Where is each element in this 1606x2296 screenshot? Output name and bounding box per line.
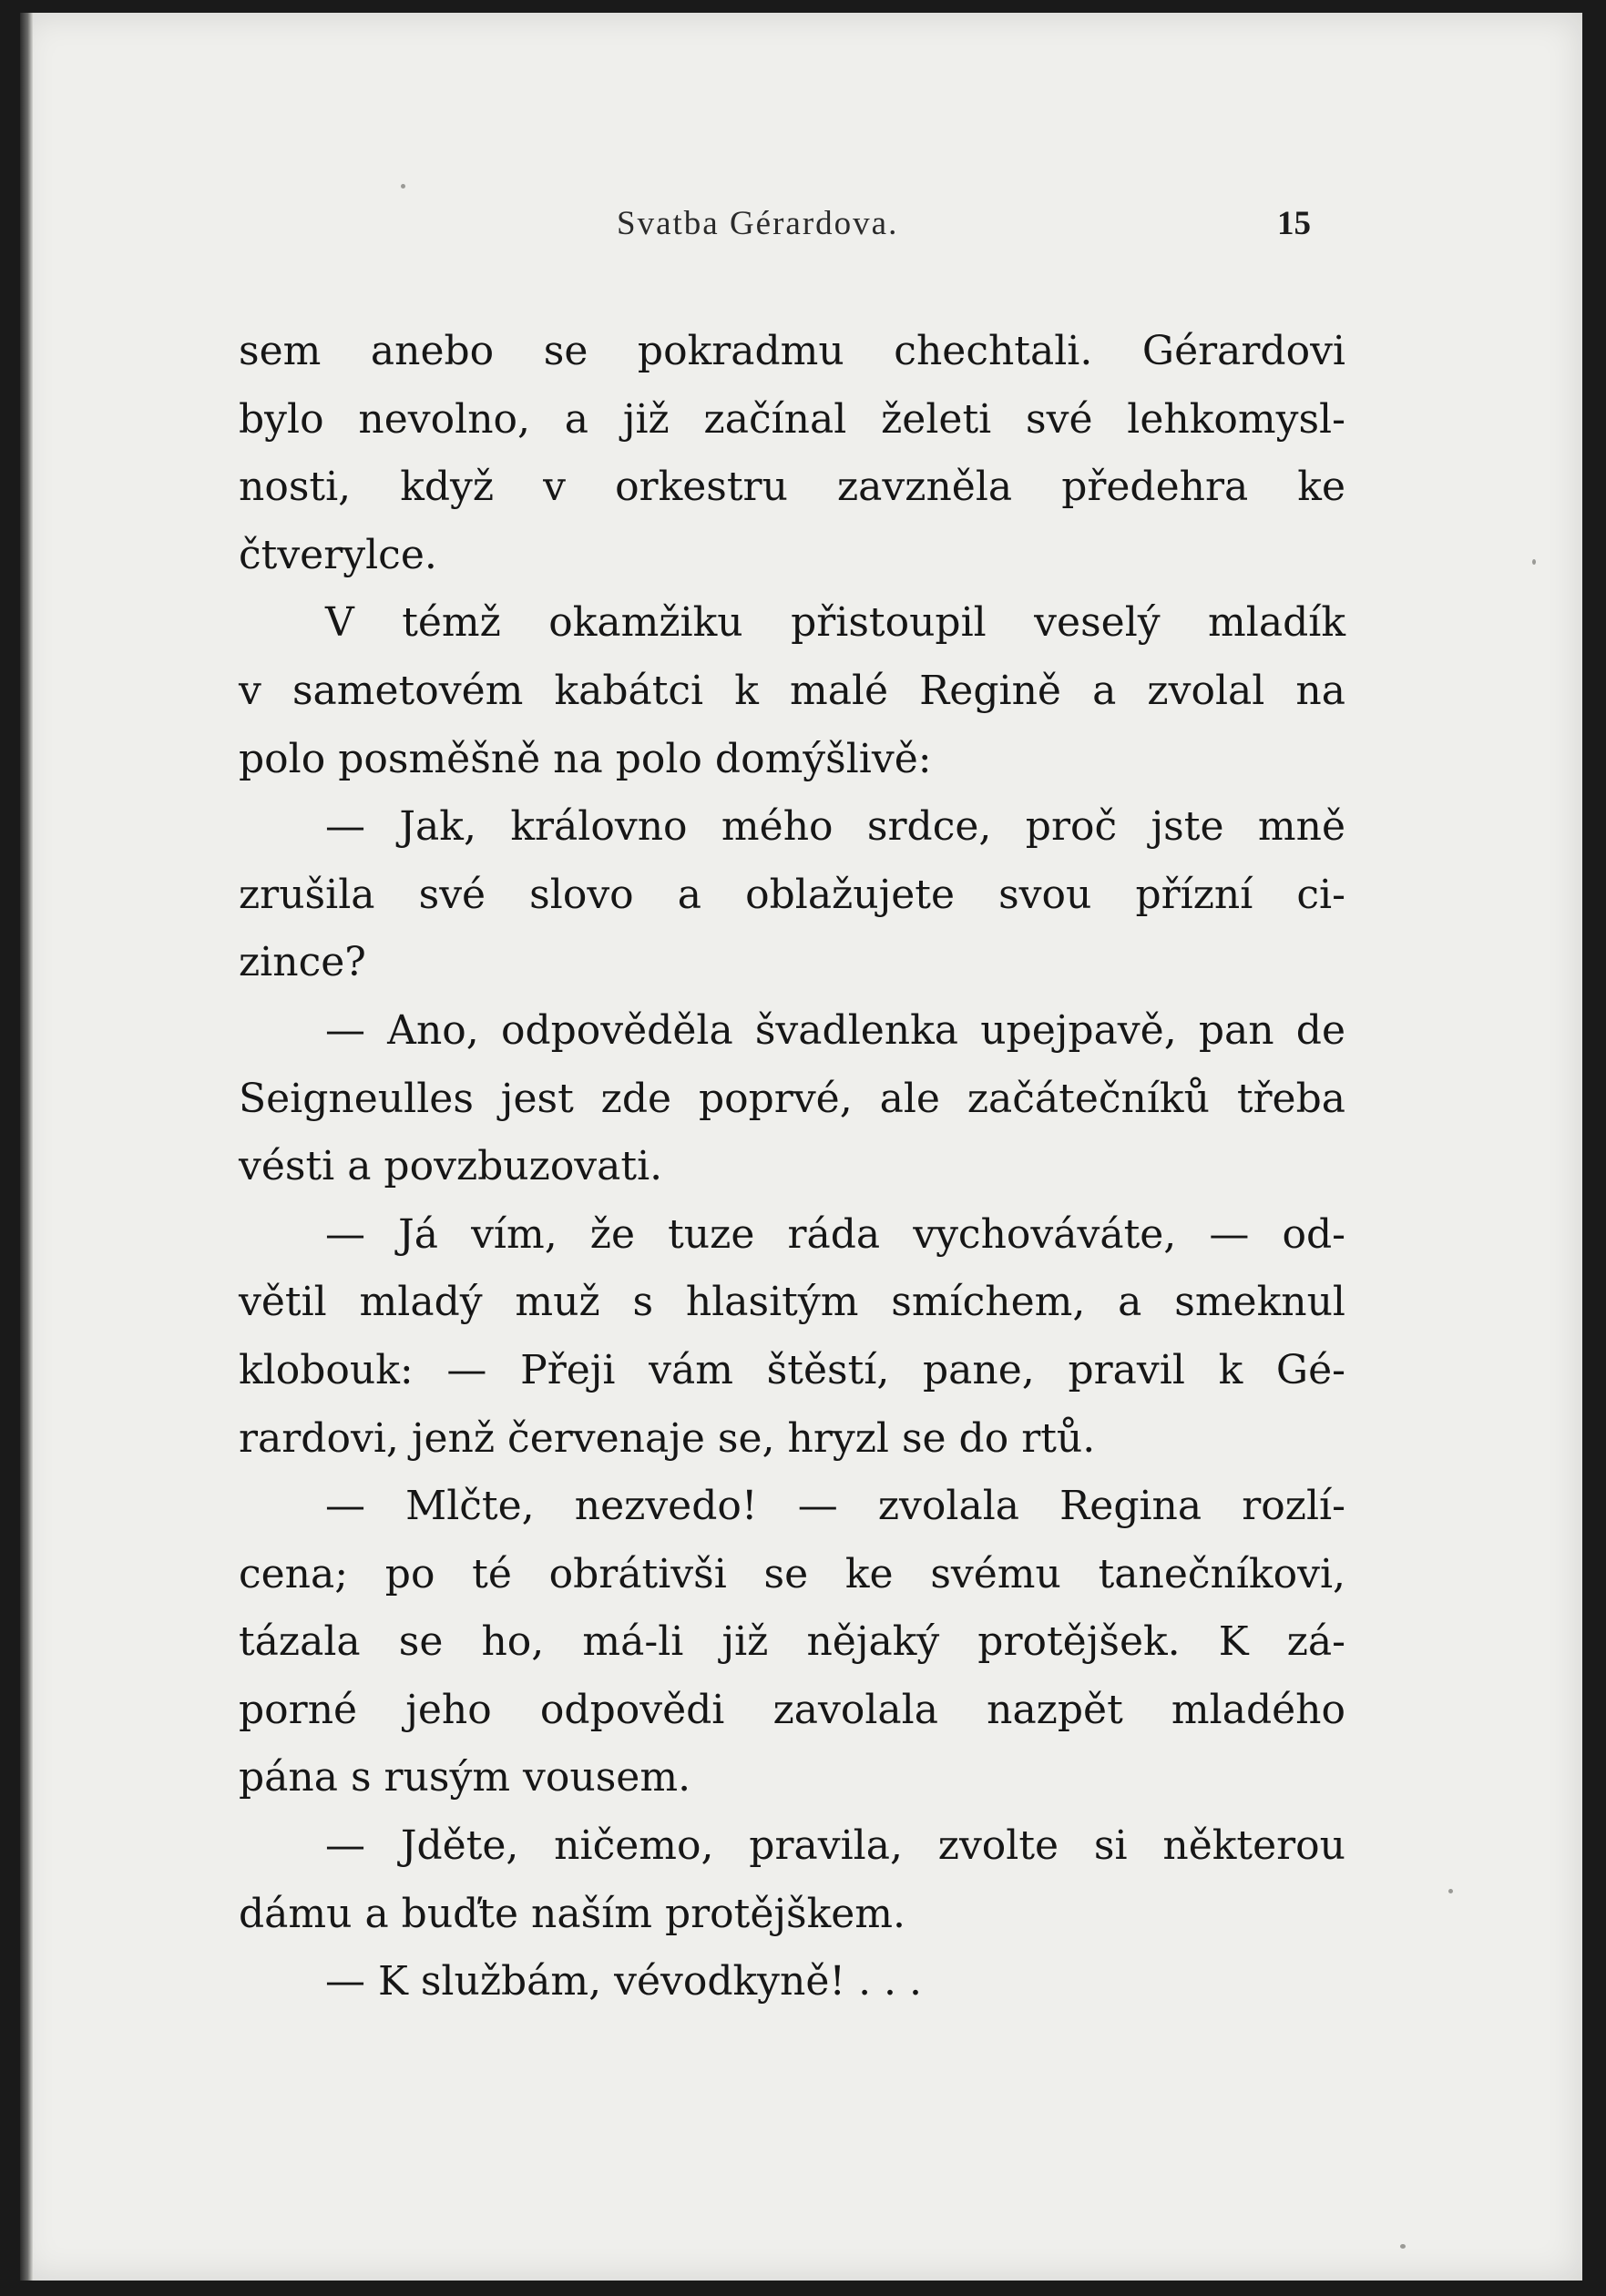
text-line: pána s rusým vousem. bbox=[239, 1754, 691, 1801]
text-line: — Ano, odpověděla švadlenka upejpavě, pan de bbox=[325, 1006, 1345, 1054]
text-line: tázala se ho, má-li již nějaký protějšek. K zá- bbox=[239, 1618, 1345, 1666]
text-line: zrušila své slovo a oblažujete svou přízní ci- bbox=[239, 871, 1345, 918]
text-line: rardovi, jenž červenaje se, hryzl se do rtů. bbox=[239, 1414, 1096, 1462]
text-line: v sametovém kabátci k malé Regině a zvolal na bbox=[239, 667, 1345, 714]
text-line: — K službám, vévodkyně! . . . bbox=[325, 1958, 923, 2005]
text-line: polo posměšně na polo domýšlivě: bbox=[239, 735, 932, 782]
text-line: nosti, když v orkestru zavzněla předehra ke bbox=[239, 464, 1345, 511]
text-line: — Jak, královno mého srdce, proč jste mně bbox=[325, 803, 1345, 851]
text-line: — Já vím, že tuze ráda vychováváte, — od- bbox=[325, 1210, 1345, 1258]
text-line: cena; po té obrátivši se ke svému tanečníkovi, bbox=[239, 1550, 1345, 1597]
text-line: — Jděte, ničemo, pravila, zvolte si některou bbox=[325, 1822, 1345, 1870]
text-line: sem anebo se pokradmu chechtali. Gérardovi bbox=[239, 328, 1345, 374]
paper-speck bbox=[1448, 1889, 1453, 1893]
text-line: dámu a buďte naším protějškem. bbox=[239, 1890, 906, 1937]
text-line: zince? bbox=[239, 939, 366, 986]
paper-speck bbox=[1532, 559, 1536, 565]
book-page bbox=[20, 13, 1582, 2281]
page-binding-edge bbox=[20, 13, 33, 2281]
text-line: větil mladý muž s hlasitým smíchem, a smeknul bbox=[239, 1279, 1345, 1326]
text-line: bylo nevolno, a již začínal želeti své lehkomysl- bbox=[239, 395, 1345, 443]
text-line: klobouk: — Přeji vám štěstí, pane, pravil k Gé- bbox=[239, 1346, 1345, 1393]
text-line: vésti a povzbuzovati. bbox=[239, 1143, 663, 1190]
running-head bbox=[20, 204, 1582, 250]
text-line: Seigneulles jest zde poprvé, ale začátečníků třeba bbox=[239, 1075, 1345, 1122]
body-text bbox=[239, 318, 1345, 2016]
page-number: 15 bbox=[1277, 205, 1311, 242]
paper-speck bbox=[1400, 2244, 1406, 2249]
paper-speck bbox=[401, 184, 405, 189]
text-line: — Mlčte, nezvedo! — zvolala Regina rozlí- bbox=[325, 1483, 1345, 1530]
running-title: Svatba Gérardova. bbox=[617, 205, 899, 242]
text-line: V témž okamžiku přistoupil veselý mladík bbox=[325, 599, 1345, 647]
text-line: porné jeho odpovědi zavolala nazpět mladého bbox=[239, 1686, 1345, 1733]
text-line: čtverylce. bbox=[239, 531, 437, 578]
